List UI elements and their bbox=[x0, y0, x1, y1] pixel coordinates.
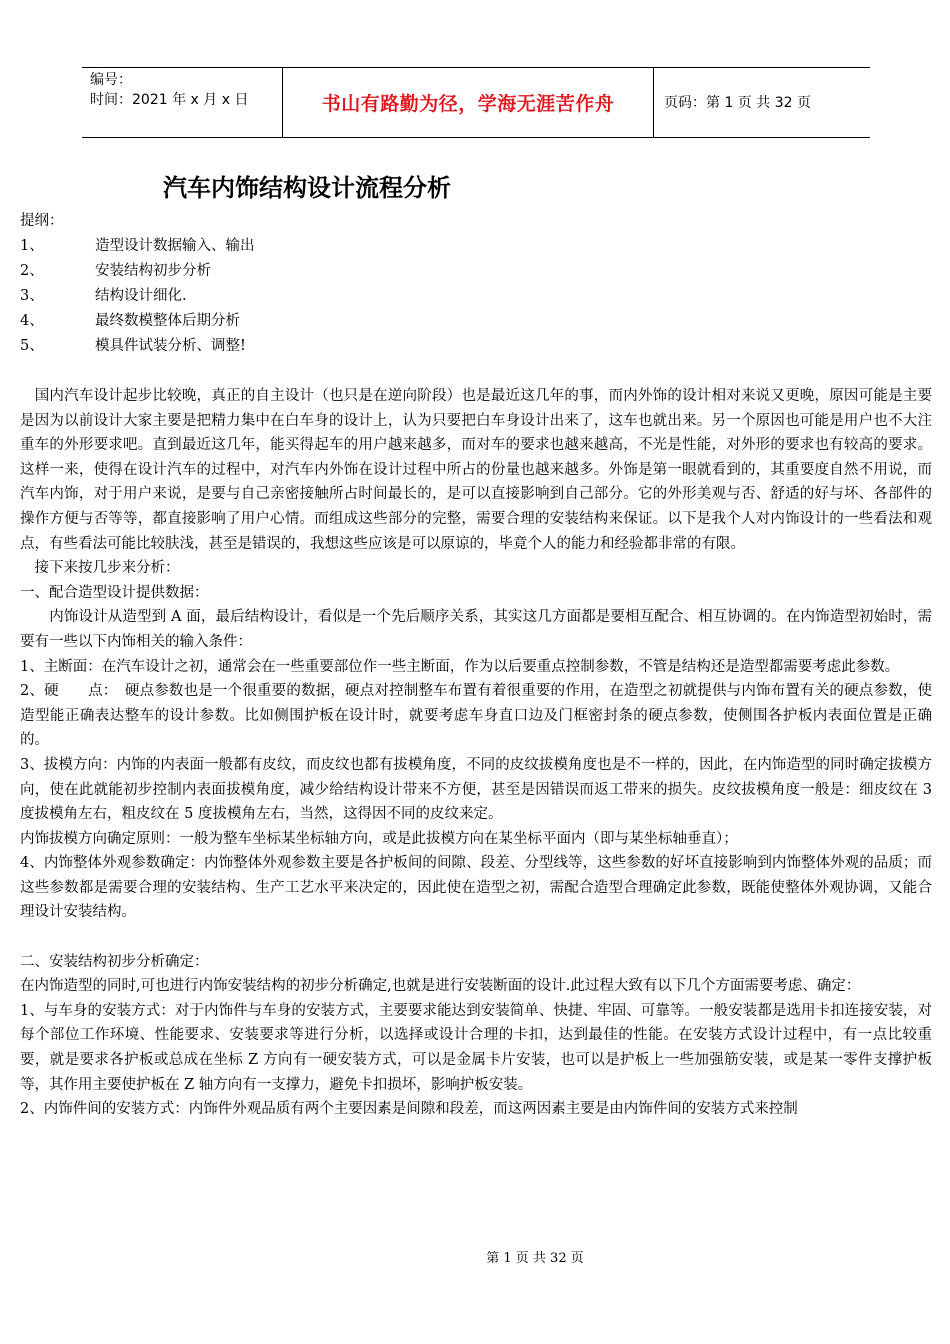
paragraph: 1、与车身的安装方式：对于内饰件与车身的安装方式，主要要求能达到安装简单、快捷、牢固、可靠等。一般安装都是选用卡扣连接安装，对每个部位工作环境、性能要求、安装要求等进行分析，以选择或设计合理的卡扣，达到最佳的性能。在安装方式设计过程中，有一点比较重要，就是要求各护板或总成在坐标 Z 方向有一硬安装方式，可以是金属卡片安装，也可以是护板上一些加强筋安装，或是某一零件支撑护板等，其作用主要使护板在 Z 轴方向有一支撑力，避免卡扣损坏，影响护板安装。 bbox=[20, 1002, 932, 1093]
outline-number: 5、 bbox=[20, 338, 44, 354]
outline-number: 2、 bbox=[20, 263, 44, 279]
time-label: 时间：2021 年 x 月 x 日 bbox=[90, 92, 249, 108]
paragraph: 2、硬 点： 硬点参数也是一个很重要的数据，硬点对控制整车布置有着很重要的作用，在造型之初就提供与内饰布置有关的硬点参数，使造型能正确表达整车的设计参数。比如侧围护板在设计时，就要考虑车身直口边及门框密封条的硬点参数，使侧围各护板内表面位置是正确的。 bbox=[20, 683, 932, 749]
outline-text: 最终数模整体后期分析 bbox=[95, 313, 240, 329]
paragraph: 在内饰造型的同时,可也进行内饰安装结构的初步分析确定,也就是进行安装断面的设计.此过程大致有以下几个方面需要考虑、确定： bbox=[20, 978, 861, 995]
paragraph: 1、主断面：在汽车设计之初，通常会在一些重要部位作一些主断面，作为以后要重点控制参数，不管是结构还是造型都需要考虑此参数。 bbox=[20, 658, 900, 675]
outline-number: 3、 bbox=[20, 288, 44, 304]
motto-text: 书山有路勤为径，学海无涯苦作舟 bbox=[321, 93, 615, 115]
outline-item bbox=[20, 334, 246, 359]
number-label: 编号： bbox=[90, 72, 132, 88]
paragraph: 国内汽车设计起步比较晚，真正的自主设计（也只是在逆向阶段）也是最近这几年的事，而内外饰的设计相对来说又更晚，原因可能是主要是因为以前设计大家主要是把精力集中在白车身的设计上，认为只要把白车身设计出来了，这车也就出来。另一个原因也可能是用户也不大注重车的外形要求吧。直到最近这几年，能买得起车的用户越来越多，而对车的要求也越来越高，不光是性能，对外形的要求也有较高的要求。这样一来，使得在设计汽车的过程中，对汽车内外饰在设计过程中所占的份量也越来越多。外饰是第一眼就看到的，其重要度自然不用说，而汽车内饰，对于用户来说，是要与自己亲密接触所占时间最长的，是可以直接影响到自己部分。它的外形美观与否、舒适的好与坏、各部件的操作方便与否等等，都直接影响了用户心情。而组成这些部分的完整，需要合理的安装结构来保证。以下是我个人对内饰设计的一些看法和观点，有些看法可能比较肤浅，甚至是错误的，我想这些应该是可以原谅的，毕竟个人的能力和经验都非常的有限。 bbox=[20, 388, 932, 552]
page-title: 汽车内饰结构设计流程分析 bbox=[163, 174, 451, 202]
outline-number: 4、 bbox=[20, 313, 44, 329]
body-text bbox=[20, 384, 932, 1122]
outline-heading: 提纲： bbox=[20, 213, 64, 229]
blank-line bbox=[20, 925, 932, 950]
paragraph: 内饰设计从造型到 A 面，最后结构设计，看似是一个先后顺序关系，其实这几方面都是要相互配合、相互协调的。在内饰造型初始时，需要有一些以下内饰相关的输入条件： bbox=[20, 609, 932, 650]
outline-item bbox=[20, 234, 255, 259]
document-header bbox=[82, 67, 870, 138]
outline-text: 安装结构初步分析 bbox=[95, 263, 211, 279]
paragraph: 2、内饰件间的安装方式：内饰件外观品质有两个主要因素是间隙和段差，而这两因素主要是由内饰件间的安装方式来控制 bbox=[20, 1101, 798, 1118]
page-indicator: 页码：第 1 页 共 32 页 bbox=[664, 95, 811, 111]
outline-number: 1、 bbox=[20, 238, 44, 254]
page-footer: 第 1 页 共 32 页 bbox=[486, 1251, 584, 1266]
paragraph: 3、拔模方向：内饰的内表面一般都有皮纹，而皮纹也都有拔模角度，不同的皮纹拔模角度也是不一样的，因此，在内饰造型的同时确定拔模方向，使在此就能初步控制内表面拔模角度，减少给结构设计带来不方便，甚至是因错误而返工带来的损失。皮纹拔模角度一般是：细皮纹在 3 度拔模角左右，粗皮纹在 5 度拔模角左右，当然，这得因不同的皮纹来定。 bbox=[20, 756, 932, 823]
outline-item bbox=[20, 284, 187, 309]
header-meta bbox=[90, 70, 280, 110]
paragraph: 内饰拔模方向确定原则：一般为整车坐标某坐标轴方向，或是此拔模方向在某坐标平面内（即与某坐标轴垂直）； bbox=[20, 830, 738, 847]
motto-cell bbox=[282, 68, 654, 137]
paragraph: 接下来按几步来分析： bbox=[20, 560, 180, 577]
outline-item bbox=[20, 259, 211, 284]
section-heading: 一、配合造型设计提供数据： bbox=[20, 584, 209, 601]
outline-item bbox=[20, 309, 240, 334]
outline-text: 模具件试装分析、调整! bbox=[95, 338, 246, 354]
outline-text: 造型设计数据输入、输出 bbox=[95, 238, 255, 254]
outline bbox=[20, 209, 255, 359]
section-heading: 二、安装结构初步分析确定： bbox=[20, 953, 209, 970]
outline-text: 结构设计细化. bbox=[95, 288, 187, 304]
paragraph: 4、内饰整体外观参数确定：内饰整体外观参数主要是各护板间的间隙、段差、分型线等，这些参数的好坏直接影响到内饰整体外观的品质；而这些参数都是需要合理的安装结构、生产工艺水平来决定的，因此使在造型之初，需配合造型合理确定此参数，既能使整体外观协调，又能合理设计安装结构。 bbox=[20, 855, 932, 921]
